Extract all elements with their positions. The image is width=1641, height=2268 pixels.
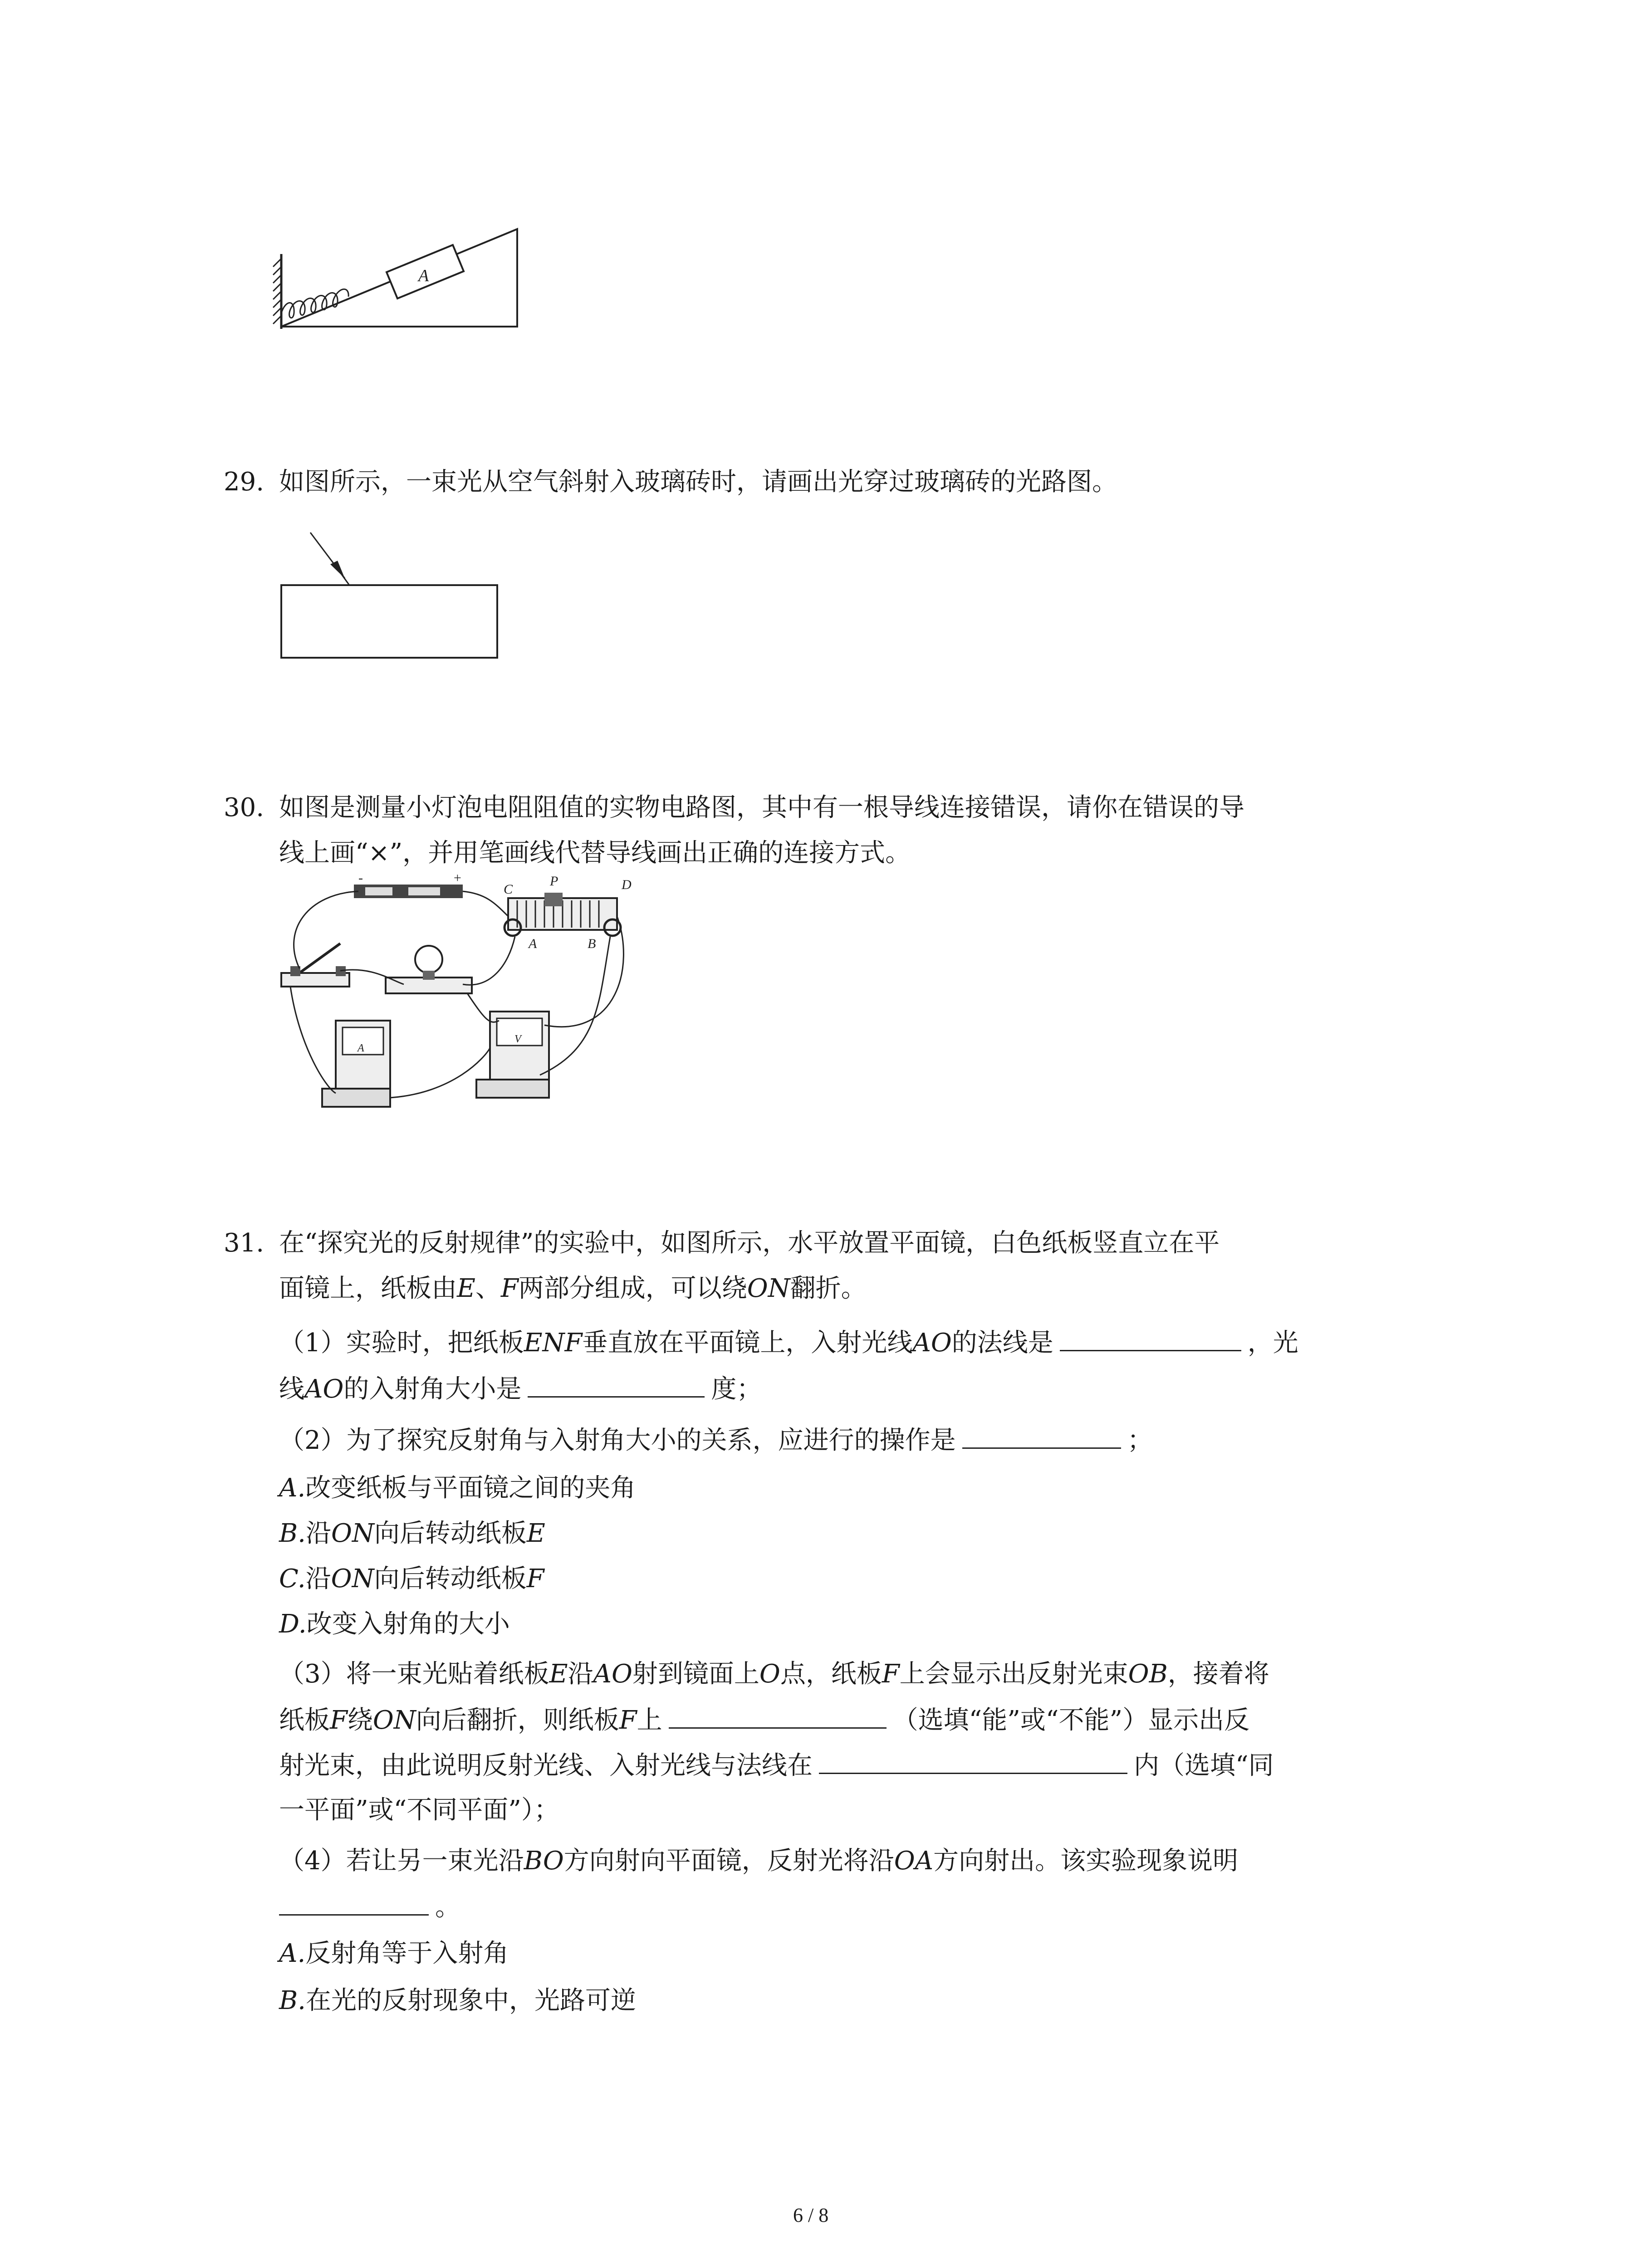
q31-part1-line2: 线AO的入射角大小是 度； (279, 1373, 762, 1405)
q31-part2: （2）为了探究反射角与入射角大小的关系，应进行的操作是 ； (279, 1424, 1153, 1457)
page-number: 6 / 8 (793, 2204, 829, 2226)
answer-blank-incidence-angle[interactable] (528, 1373, 705, 1398)
circuit-figure (272, 870, 635, 1129)
q31-option-a: A.改变纸板与平面镜之间的夹角 (279, 1473, 636, 1503)
q31-part3-line3: 射光束，由此说明反射光线、入射光线与法线在 内（选填“同 (279, 1749, 1274, 1782)
rheostat-label-p: P (550, 874, 558, 889)
q31-part1-line1: （1）实验时，把纸板ENF垂直放在平面镜上，入射光线AO的法线是 ，光 (279, 1326, 1298, 1359)
answer-blank-plane[interactable] (819, 1749, 1127, 1774)
rheostat-label-a: A (529, 936, 537, 951)
battery-minus-label: - (358, 870, 363, 885)
battery-plus-label: + (453, 870, 462, 885)
answer-blank-operation[interactable] (962, 1424, 1121, 1449)
q31-option-c: C.沿ON向后转动纸板F (279, 1564, 544, 1593)
q31-part4-line1: （4）若让另一束光沿BO方向射向平面镜，反射光将沿OA方向射出。该实验现象说明 (279, 1846, 1239, 1876)
q31-number: 31. (224, 1228, 265, 1258)
q31-option4-b: B.在光的反射现象中，光路可逆 (279, 1986, 636, 2015)
rheostat-label-b: B (588, 936, 596, 951)
answer-blank-normal[interactable] (1060, 1326, 1241, 1351)
rheostat-label-c: C (504, 882, 513, 897)
rheostat-label-d: D (622, 877, 632, 892)
q31-option-d: D.改变入射角的大小 (279, 1609, 510, 1639)
q29-text: 如图所示，一束光从空气斜射入玻璃砖时，请画出光穿过玻璃砖的光路图。 (279, 467, 1117, 497)
block-label: A (418, 266, 429, 285)
ammeter-label: A (358, 1042, 364, 1054)
q31-part3-line4: 一平面”或“不同平面”）； (279, 1795, 559, 1825)
voltmeter-label: V (514, 1033, 521, 1045)
glass-brick-figure (272, 526, 508, 662)
q30-line2: 线上画“×”，并用笔画线代替导线画出正确的连接方式。 (279, 838, 911, 868)
incline-spring-figure (272, 218, 544, 340)
q31-option-b: B.沿ON向后转动纸板E (279, 1519, 545, 1548)
q30-number: 30. (224, 793, 265, 822)
q31-option4-a: A.反射角等于入射角 (279, 1939, 509, 1968)
answer-blank-phenomenon[interactable] (279, 1891, 429, 1916)
answer-blank-can-show[interactable] (669, 1704, 887, 1729)
q31-part4-line2: 。 (279, 1891, 460, 1923)
q30-line1: 如图是测量小灯泡电阻阻值的实物电路图，其中有一根导线连接错误，请你在错误的导 (279, 793, 1244, 822)
q31-intro2: 面镜上，纸板由E、F两部分组成，可以绕ON翻折。 (279, 1274, 867, 1303)
q29-number: 29. (224, 467, 265, 497)
q31-intro1: 在“探究光的反射规律”的实验中，如图所示，水平放置平面镜，白色纸板竖直立在平 (279, 1228, 1220, 1258)
q31-part3-line1: （3）将一束光贴着纸板E沿AO射到镜面上O点，纸板F上会显示出反射光束OB，接着将 (279, 1659, 1269, 1689)
q31-part3-line2: 纸板F绕ON向后翻折，则纸板F上 （选填“能”或“不能”）显示出反 (279, 1704, 1249, 1736)
